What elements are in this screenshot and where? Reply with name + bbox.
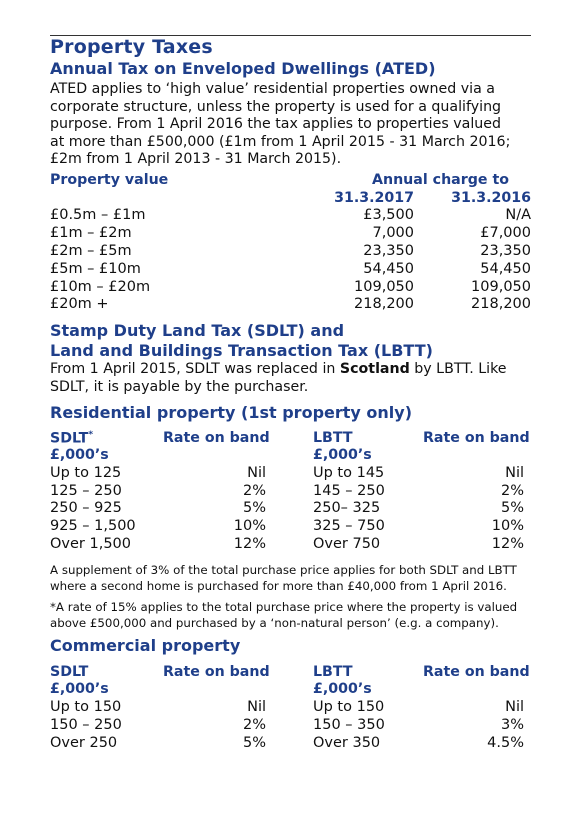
- res-lbtt-band: 325 – 750: [313, 518, 385, 534]
- ated-band: £2m – £5m: [50, 243, 132, 259]
- ated-band: £0.5m – £1m: [50, 207, 146, 223]
- ated-band: £1m – £2m: [50, 225, 132, 241]
- ated-intro-line: purpose. From 1 April 2016 the tax applies to properties valued: [50, 116, 501, 132]
- ated-col-property: Property value: [50, 172, 169, 188]
- com-lbtt-unit: £,000’s: [313, 681, 372, 697]
- res-lbtt-rate: 2%: [500, 483, 524, 499]
- res-sdlt-rate: 10%: [233, 518, 266, 534]
- non-natural-note-line: *A rate of 15% applies to the total purchase price where the property is valued: [50, 600, 518, 614]
- supplement-note: [50, 562, 540, 594]
- res-sdlt-star: *: [88, 430, 94, 440]
- res-sdlt-band: Over 1,500: [50, 536, 131, 552]
- res-sdlt-band: Up to 125: [50, 465, 122, 481]
- com-sdlt-unit: £,000’s: [50, 681, 109, 697]
- ated-2017: 7,000: [372, 225, 414, 241]
- res-lbtt-band: Over 750: [313, 536, 381, 552]
- ated-band: £20m +: [50, 296, 109, 312]
- non-natural-note: [50, 599, 540, 631]
- ated-intro-line: corporate structure, unless the property is used for a qualifying: [50, 98, 502, 115]
- res-sdlt-text: SDLT: [50, 430, 89, 447]
- res-lbtt-rate-label: Rate on band: [423, 430, 530, 446]
- res-lbtt-label: LBTT: [313, 430, 353, 446]
- res-lbtt-rate: 12%: [491, 536, 524, 552]
- res-lbtt-rate: Nil: [505, 465, 524, 481]
- res-sdlt-rate: 5%: [242, 500, 266, 516]
- res-sdlt-label: [50, 430, 93, 447]
- ated-2016: 218,200: [471, 296, 531, 312]
- com-lbtt-rate: 4.5%: [487, 735, 524, 751]
- com-sdlt-rate: 2%: [242, 717, 266, 733]
- res-lbtt-unit: £,000’s: [313, 447, 372, 463]
- res-lbtt-rate: 10%: [491, 518, 524, 534]
- com-sdlt-rate: 5%: [242, 735, 266, 751]
- ated-band: £5m – £10m: [50, 261, 141, 277]
- com-sdlt-rate-label: Rate on band: [163, 664, 270, 680]
- res-sdlt-band: 250 – 925: [50, 500, 122, 516]
- ated-2016: 109,050: [471, 279, 531, 295]
- ated-intro-line: ATED applies to ‘high value’ residential properties owned via a: [50, 81, 495, 97]
- res-lbtt-band: Up to 145: [313, 465, 385, 481]
- sdlt-heading-line1: Stamp Duty Land Tax (SDLT) and: [50, 321, 345, 340]
- com-lbtt-rate: Nil: [505, 699, 524, 715]
- com-sdlt-rate: Nil: [247, 699, 266, 715]
- ated-intro-line: at more than £500,000 (£1m from 1 April 2015 - 31 March 2016;: [50, 133, 511, 150]
- ated-col-charge: Annual charge to: [372, 172, 509, 188]
- com-lbtt-band: 150 – 350: [313, 717, 385, 733]
- ated-intro: [50, 81, 540, 169]
- ated-2017: 109,050: [354, 279, 414, 295]
- sdlt-intro-line1: [50, 361, 540, 379]
- com-lbtt-band: Up to 150: [313, 699, 385, 715]
- ated-2017: 23,350: [363, 243, 414, 259]
- ated-2016: £7,000: [480, 225, 531, 241]
- residential-heading: Residential property (1st property only): [50, 403, 413, 422]
- sdlt-intro-text: From 1 April 2015, SDLT was replaced in: [50, 361, 340, 377]
- res-sdlt-rate-label: Rate on band: [163, 430, 270, 446]
- ated-intro-line: £2m from 1 April 2013 - 31 March 2015).: [50, 151, 342, 167]
- com-lbtt-rate: 3%: [500, 717, 524, 733]
- sdlt-intro-scotland: Scotland: [339, 361, 410, 377]
- ated-col-2016: 31.3.2016: [451, 190, 531, 206]
- res-sdlt-rate: 2%: [242, 483, 266, 499]
- com-lbtt-band: Over 350: [313, 735, 381, 751]
- sdlt-heading-line2: Land and Buildings Transaction Tax (LBTT): [50, 341, 433, 360]
- com-lbtt-label: LBTT: [313, 664, 353, 680]
- com-sdlt-label: SDLT: [50, 664, 89, 680]
- ated-2016: 54,450: [480, 261, 531, 277]
- ated-2016: N/A: [505, 207, 531, 223]
- commercial-heading: Commercial property: [50, 636, 241, 655]
- com-sdlt-band: Over 250: [50, 735, 118, 751]
- supplement-note-line: A supplement of 3% of the total purchase price applies for both SDLT and LBTT: [50, 563, 517, 577]
- com-sdlt-band: 150 – 250: [50, 717, 122, 733]
- res-sdlt-unit: £,000’s: [50, 447, 109, 463]
- non-natural-note-line: above £500,000 and purchased by a ‘non-natural person’ (e.g. a company).: [50, 616, 499, 630]
- res-lbtt-band: 145 – 250: [313, 483, 385, 499]
- sdlt-intro-text: by LBTT. Like: [409, 361, 507, 377]
- ated-heading: Annual Tax on Enveloped Dwellings (ATED): [50, 59, 436, 78]
- ated-2017: 54,450: [363, 261, 414, 277]
- ated-2017: £3,500: [363, 207, 414, 223]
- ated-2016: 23,350: [480, 243, 531, 259]
- res-lbtt-band: 250– 325: [313, 500, 381, 516]
- res-sdlt-band: 125 – 250: [50, 483, 122, 499]
- ated-col-2017: 31.3.2017: [334, 190, 414, 206]
- res-sdlt-band: 925 – 1,500: [50, 518, 136, 534]
- ated-band: £10m – £20m: [50, 279, 151, 295]
- res-lbtt-rate: 5%: [500, 500, 524, 516]
- com-lbtt-rate-label: Rate on band: [423, 664, 530, 680]
- sdlt-intro: [50, 361, 540, 396]
- supplement-note-line: where a second home is purchased for more than £40,000 from 1 April 2016.: [50, 579, 507, 593]
- com-sdlt-band: Up to 150: [50, 699, 122, 715]
- res-sdlt-rate: 12%: [233, 536, 266, 552]
- sdlt-intro-line2: SDLT, it is payable by the purchaser.: [50, 378, 309, 395]
- res-sdlt-rate: Nil: [247, 465, 266, 481]
- ated-2017: 218,200: [354, 296, 414, 312]
- page-title: Property Taxes: [50, 36, 213, 58]
